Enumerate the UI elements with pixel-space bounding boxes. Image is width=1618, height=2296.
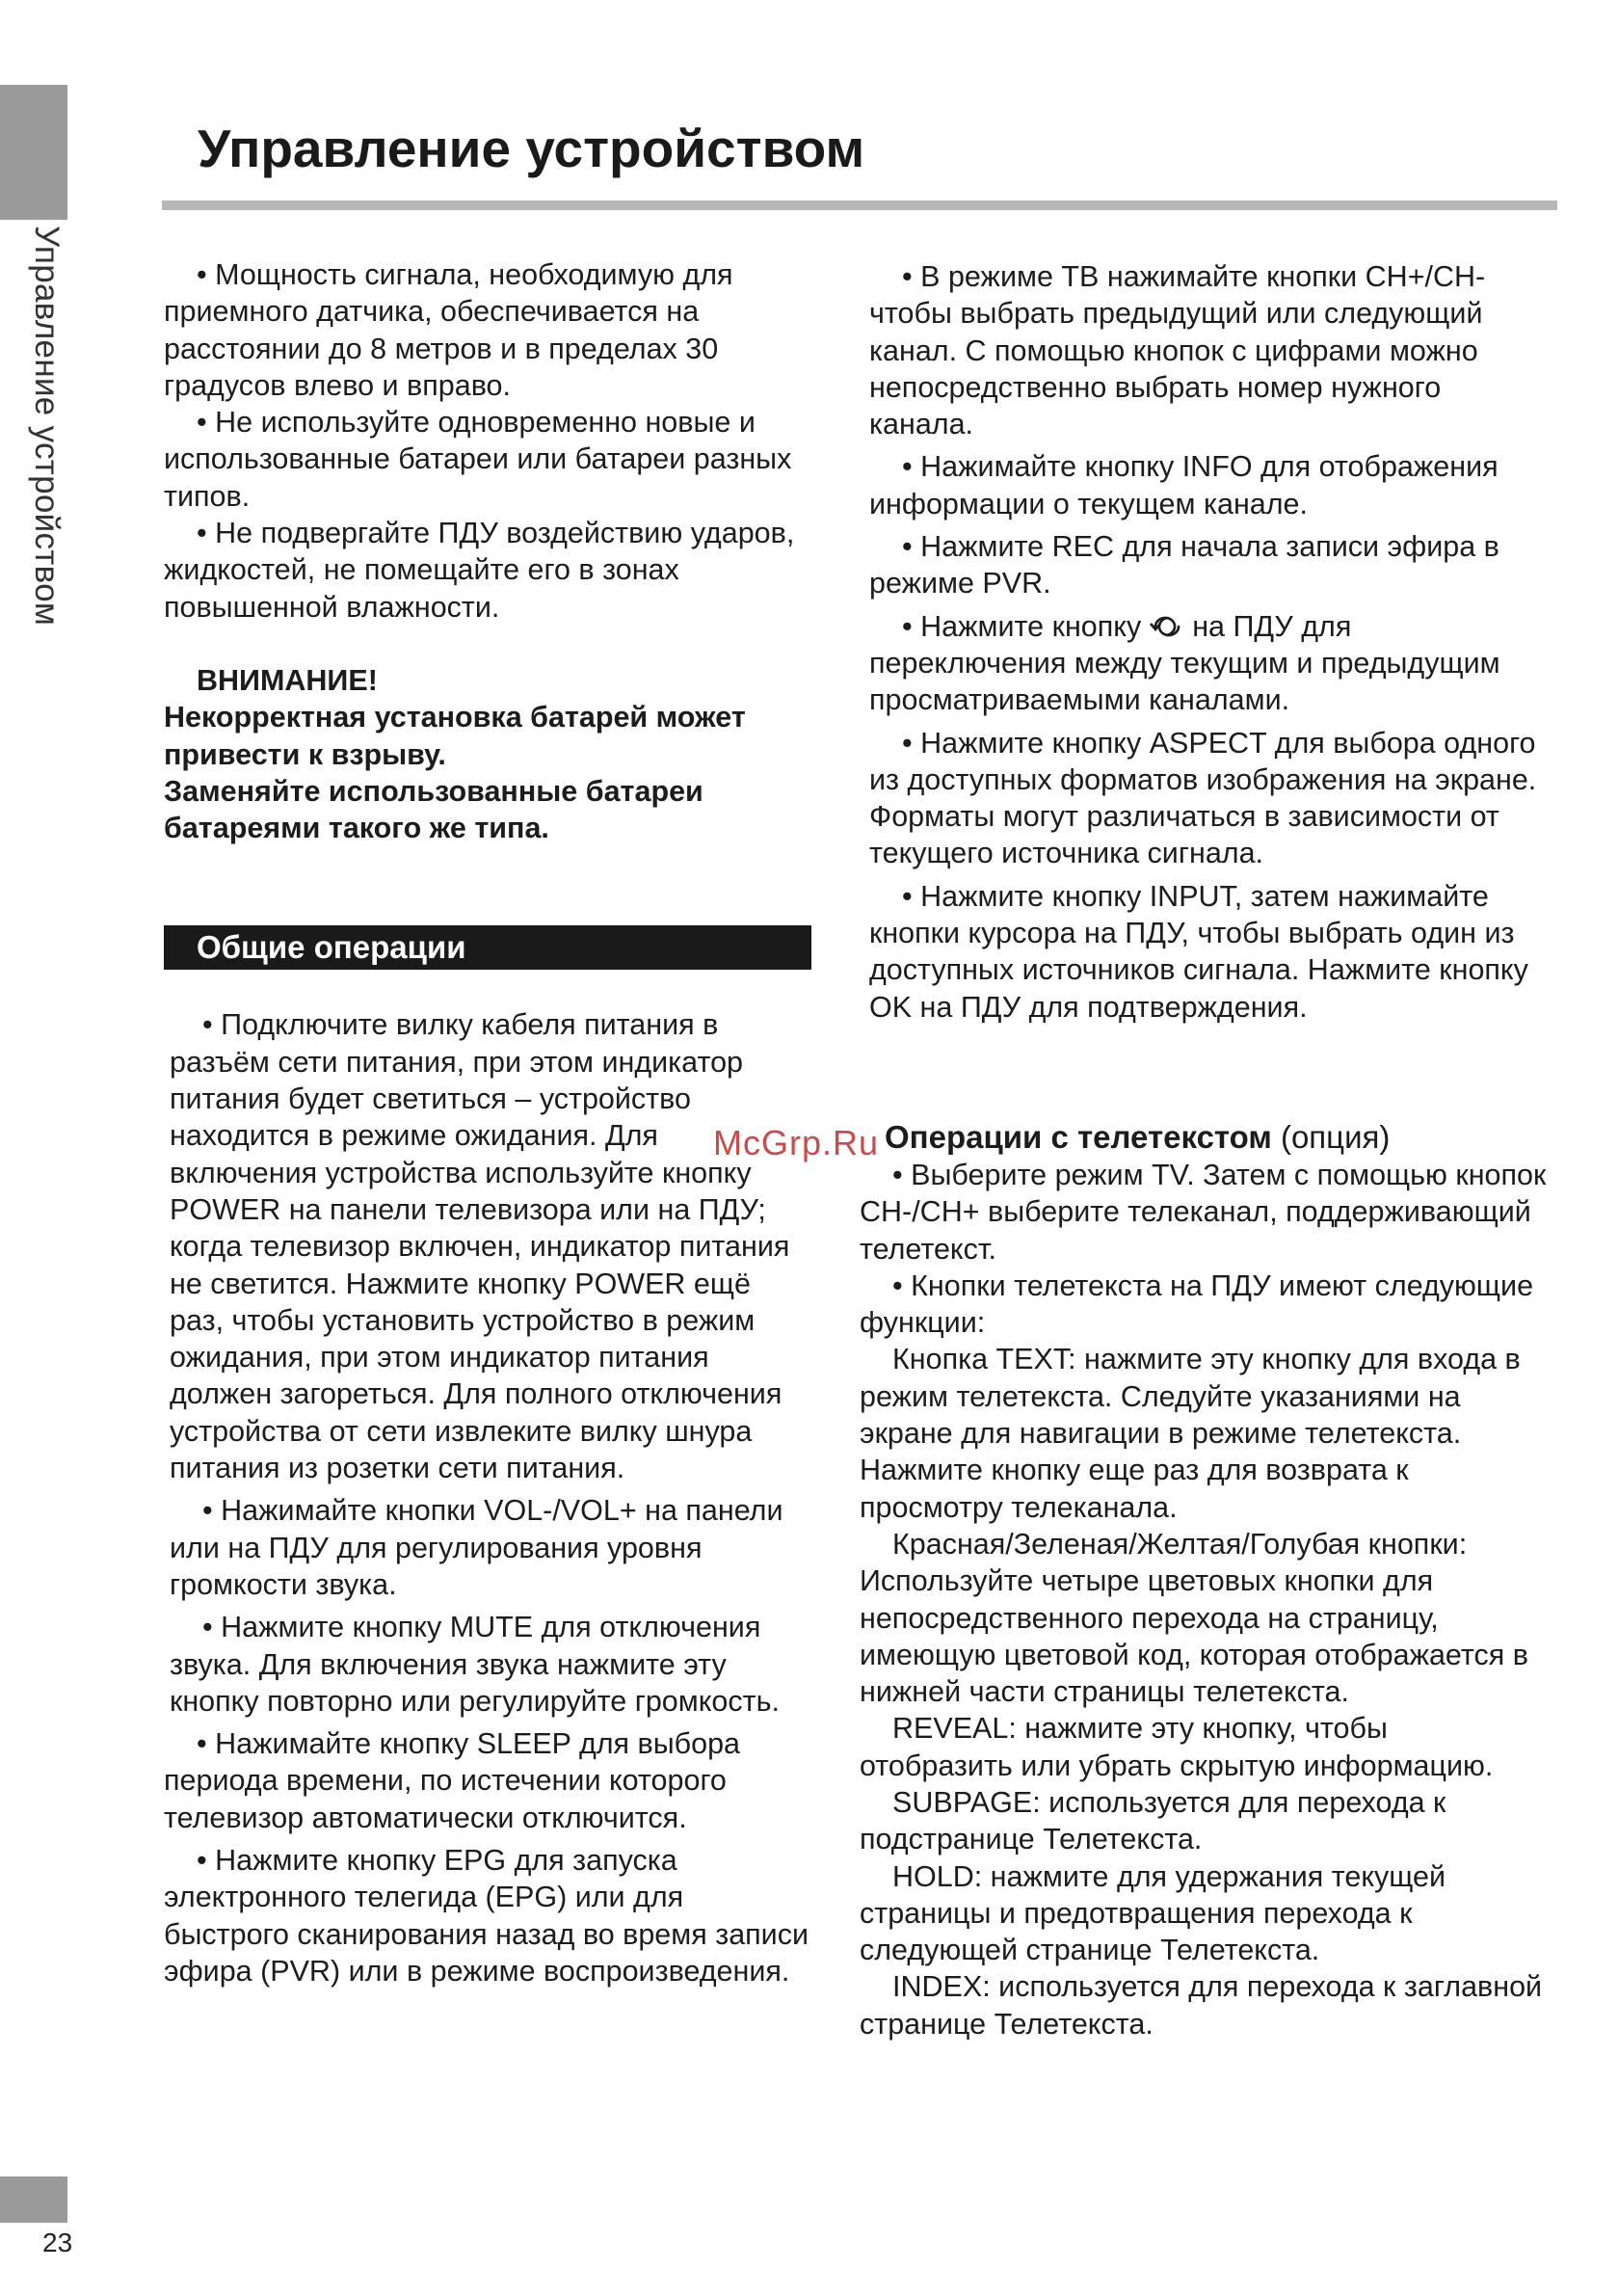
list-item: • Нажмите кнопку ASPECT для выбора одного из доступных форматов изображения на экране. Форматы могут различаться в зависимости от текущего источника сигнала. bbox=[869, 726, 1537, 870]
warning-heading: ВНИМАНИЕ! bbox=[197, 663, 378, 697]
watermark: McGrp.Ru bbox=[713, 1123, 880, 1162]
teletext-option: (опция) bbox=[1280, 1118, 1391, 1155]
paragraph: • Не подвергайте ПДУ воздействию ударов, жидкостей, не помещайте его в зонах повышенной влажности. bbox=[164, 517, 795, 624]
list-item: INDEX: используется для перехода к заглавной странице Телетекста. bbox=[860, 1970, 1543, 2041]
list-item: HOLD: нажмите для удержания текущей страницы и предотвращения перехода к следующей странице Телетекста. bbox=[860, 1859, 1446, 1967]
list-item: • Нажимайте кнопки VOL-/VOL+ на панели или на ПДУ для регулирования уровня громкости звука. bbox=[170, 1494, 783, 1601]
list-item: • Нажмите кнопку INPUT, затем нажимайте кнопки курсора на ПДУ, чтобы выбрать один из доступных источников сигнала. Нажмите кнопку OK на ПДУ для подтверждения. bbox=[869, 879, 1528, 1024]
warning-text: Заменяйте использованные батареи батареями такого же типа. bbox=[164, 774, 703, 845]
list-item: Красная/Зеленая/Желтая/Голубая кнопки: Используйте четыре цветовых кнопки для непосредственного перехода на страницу, имеющую цветовой код, которая отображается в нижней части страницы телетекста. bbox=[860, 1527, 1528, 1709]
teletext-section bbox=[860, 1118, 1549, 2042]
list-item: • Нажимайте кнопку INFO для отображения информации о текущем канале. bbox=[869, 450, 1499, 521]
side-tab-marker bbox=[0, 85, 67, 220]
list-item: • Подключите вилку кабеля питания в разъём сети питания, при этом индикатор питания будет светиться – устройство находится в режиме ожидания. Для включения устройства используйте кнопку POWER на панели телевизора или на ПДУ; когда телевизор включен, индикатор питания не светится. Нажмите кнопку POWER ещё раз, чтобы установить устройство в режим ожидания, при этом индикатор питания должен загореться. Для полного отключения устройства от сети извлеките вилку шнура питания из розетки сети питания. bbox=[170, 1008, 790, 1485]
section-title-teletext bbox=[860, 1118, 1549, 1157]
warning-text: Некорректная установка батарей может привести к взрыву. bbox=[164, 701, 746, 771]
list-item: REVEAL: нажмите эту кнопку, чтобы отобразить или убрать скрытую информацию. bbox=[860, 1712, 1494, 1782]
teletext-title: Операции с телетекстом bbox=[885, 1118, 1272, 1155]
list-item: Кнопка TEXT: нажмите эту кнопку для входа в режим телетекста. Следуйте указаниями на экране для навигации в режиме телетекста. Нажмите кнопку еще раз для возврата к просмотру телеканала. bbox=[860, 1343, 1521, 1524]
title-rule bbox=[162, 200, 1557, 210]
side-section-label: Управление устройством bbox=[28, 226, 66, 627]
paragraph: • Мощность сигнала, необходимую для приемного датчика, обеспечивается на расстоянии до 8 метров и в пределах 30 градусов влево и вправо. bbox=[164, 258, 733, 402]
list-item: • Кнопки телетекста на ПДУ имеют следующие функции: bbox=[860, 1268, 1534, 1340]
list-item: • Нажмите кнопку EPG для запуска электронного телегида (EPG) или для быстрого сканирования назад во время записи эфира (PVR) или в режиме воспроизведения. bbox=[164, 1843, 809, 1988]
list-item bbox=[869, 608, 1549, 719]
section-title-general: Общие операции bbox=[164, 925, 811, 970]
list-item: • Нажимайте кнопку SLEEP для выбора периода времени, по истечении которого телевизор автоматически отключится. bbox=[164, 1727, 741, 1834]
list-item: • В режиме ТВ нажимайте кнопки CH+/CH- чтобы выбрать предыдущий или следующий канал. С помощью кнопок с цифрами можно непосредственно выбрать номер нужного канала. bbox=[869, 260, 1486, 441]
text: на ПДУ для переключения между текущим и предыдущим просматриваемыми каналами. bbox=[869, 609, 1500, 717]
list-item: • Нажмите REC для начала записи эфира в режиме PVR. bbox=[869, 530, 1499, 601]
list-item: SUBPAGE: используется для перехода к подстранице Телетекста. bbox=[860, 1785, 1446, 1856]
page-title: Управление устройством bbox=[198, 119, 865, 178]
text: • Нажмите кнопку bbox=[902, 609, 1142, 643]
recall-icon bbox=[1150, 614, 1184, 639]
list-item: • Выберите режим TV. Затем с помощью кнопок CH-/CH+ выберите телеканал, поддерживающий телетекст. bbox=[860, 1158, 1547, 1266]
page-number: 23 bbox=[42, 2228, 73, 2257]
right-column bbox=[860, 258, 1549, 2042]
paragraph: • Не используйте одновременно новые и использованные батареи или батареи разных типов. bbox=[164, 406, 792, 513]
page-number-tab bbox=[0, 2176, 67, 2223]
list-item: • Нажмите кнопку MUTE для отключения звука. Для включения звука нажмите эту кнопку повторно или регулируйте громкость. bbox=[170, 1611, 780, 1718]
